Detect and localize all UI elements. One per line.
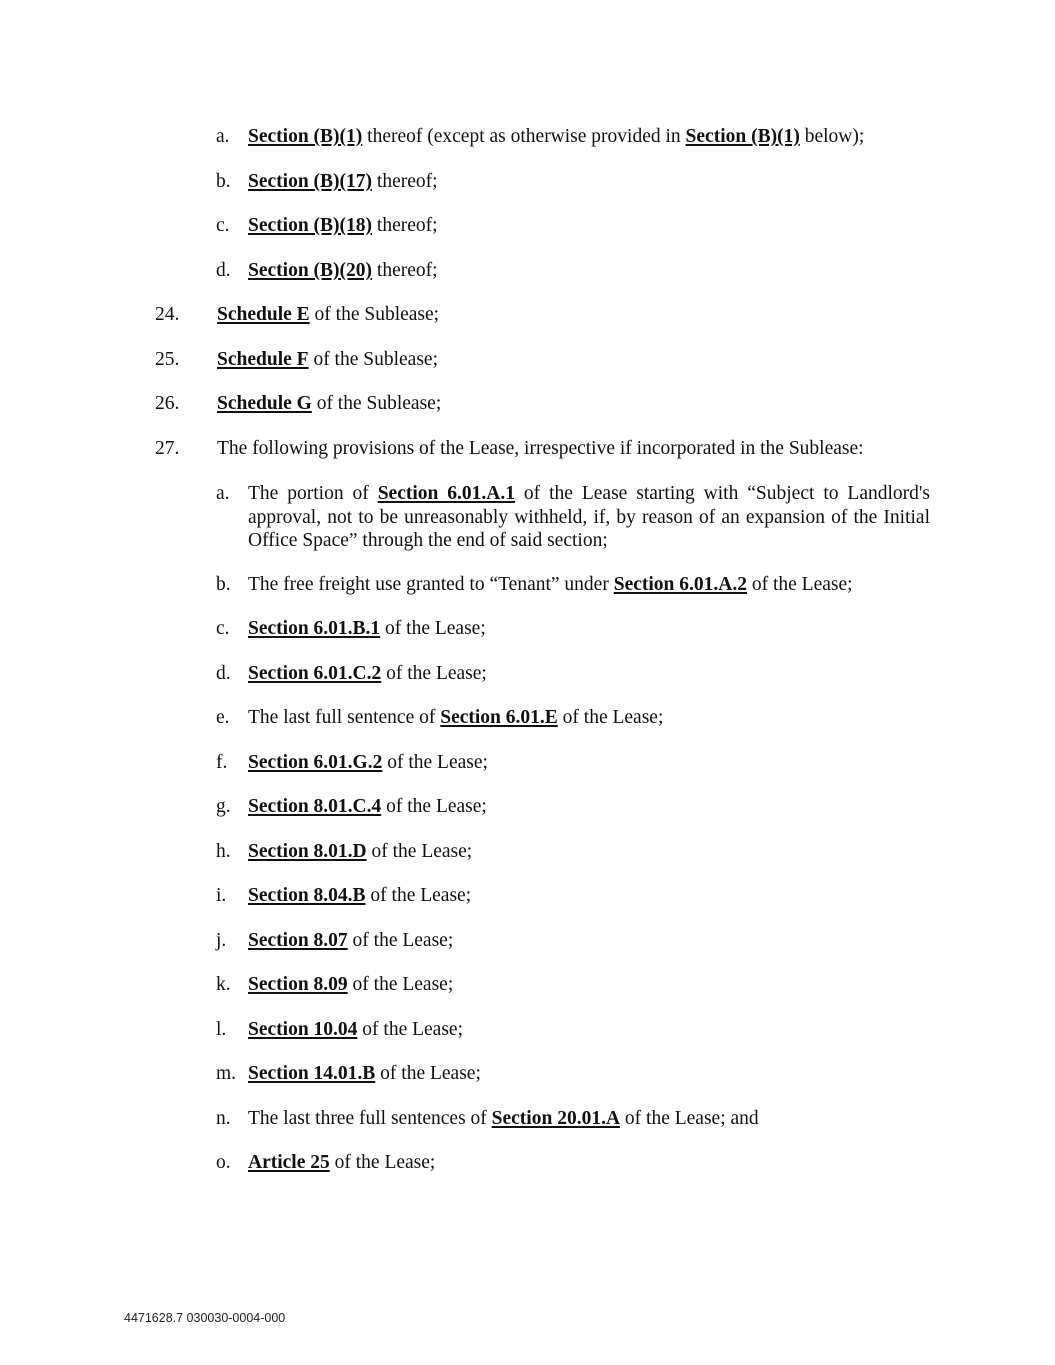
section-reference: Section 8.04.B — [248, 885, 366, 906]
section-reference: Section (B)(18) — [248, 215, 373, 236]
list-marker: g. — [216, 796, 231, 817]
list-marker: j. — [216, 930, 227, 951]
list-text: Section 6.01.C.2 of the Lease; — [248, 663, 487, 684]
list-text: Section (B)(18) thereof; — [248, 215, 438, 236]
list-text: Section 14.01.B of the Lease; — [248, 1063, 481, 1084]
item-text: Schedule F of the Sublease; — [217, 349, 438, 370]
list-text: Section 8.01.C.4 of the Lease; — [248, 796, 487, 817]
list-marker: h. — [216, 841, 231, 862]
schedule-reference: Schedule F — [217, 349, 309, 370]
list-text: Section 6.01.B.1 of the Lease; — [248, 618, 486, 639]
section-reference: Section 6.01.A.2 — [613, 574, 747, 595]
list-marker: o. — [216, 1152, 231, 1173]
list-text: The portion of Section 6.01.A.1 of the Lease starting with “Subject to Landlord's approval, not to be unreasonably withheld, if, by reason of an expansion of the Initial Office Space” through the end of said section; — [248, 483, 931, 551]
list-marker: i. — [216, 885, 227, 906]
section-reference: Section 8.09 — [248, 974, 348, 995]
schedule-reference: Schedule E — [217, 304, 310, 325]
section-reference: Section (B)(1) — [248, 126, 363, 147]
section-reference: Section 6.01.G.2 — [248, 752, 383, 773]
list-marker: b. — [216, 171, 231, 192]
list-marker: m. — [216, 1063, 237, 1084]
list-text: The last three full sentences of Section 20.01.A of the Lease; and — [248, 1108, 759, 1129]
list-text: Section (B)(17) thereof; — [248, 171, 438, 192]
list-marker: k. — [216, 974, 231, 995]
section-reference: Section 6.01.E — [440, 707, 558, 728]
list-text: Article 25 of the Lease; — [248, 1152, 436, 1173]
list-marker: e. — [216, 707, 230, 728]
item-text: The following provisions of the Lease, irrespective if incorporated in the Sublease: — [217, 438, 864, 459]
list-marker: a. — [216, 126, 230, 147]
item-number: 27. — [155, 438, 180, 459]
list-marker: a. — [216, 483, 230, 504]
section-reference: Section (B)(20) — [248, 260, 373, 281]
list-marker: l. — [216, 1019, 227, 1040]
list-marker: d. — [216, 260, 231, 281]
schedule-reference: Schedule G — [217, 393, 312, 414]
list-text: The free freight use granted to “Tenant” under Section 6.01.A.2 of the Lease; — [248, 574, 853, 595]
list-marker: b. — [216, 574, 231, 595]
section-reference: Section (B)(1) — [685, 126, 800, 147]
list-text: Section 8.04.B of the Lease; — [248, 885, 472, 906]
section-reference: Article 25 — [248, 1152, 330, 1173]
section-reference: Section 6.01.C.2 — [248, 663, 382, 684]
item-text: Schedule E of the Sublease; — [217, 304, 440, 325]
list-text: Section 8.01.D of the Lease; — [248, 841, 473, 862]
section-reference: Section 8.01.C.4 — [248, 796, 382, 817]
list-marker: c. — [216, 618, 230, 639]
list-text: Section (B)(20) thereof; — [248, 260, 438, 281]
section-reference: Section 8.07 — [248, 930, 348, 951]
list-marker: d. — [216, 663, 231, 684]
list-text: The last full sentence of Section 6.01.E of the Lease; — [248, 707, 664, 728]
section-reference: Section 20.01.A — [491, 1108, 621, 1129]
section-reference: Section 6.01.A.1 — [377, 483, 515, 504]
section-reference: Section 6.01.B.1 — [248, 618, 381, 639]
list-marker: f. — [216, 752, 228, 773]
list-marker: c. — [216, 215, 230, 236]
list-text: Section 10.04 of the Lease; — [248, 1019, 463, 1040]
section-reference: Section (B)(17) — [248, 171, 373, 192]
item-number: 24. — [155, 304, 180, 325]
list-text: Section 8.09 of the Lease; — [248, 974, 454, 995]
list-marker: n. — [216, 1108, 231, 1129]
list-text: Section 8.07 of the Lease; — [248, 930, 454, 951]
item-number: 25. — [155, 349, 180, 370]
item-text: Schedule G of the Sublease; — [217, 393, 442, 414]
section-reference: Section 14.01.B — [248, 1063, 376, 1084]
list-text: Section 6.01.G.2 of the Lease; — [248, 752, 488, 773]
item-number: 26. — [155, 393, 180, 414]
section-reference: Section 8.01.D — [248, 841, 367, 862]
list-text: Section (B)(1) thereof (except as otherwise provided in Section (B)(1) below); — [248, 126, 865, 147]
section-reference: Section 10.04 — [248, 1019, 358, 1040]
document-footer-id: 4471628.7 030030-0004-000 — [124, 1311, 286, 1325]
